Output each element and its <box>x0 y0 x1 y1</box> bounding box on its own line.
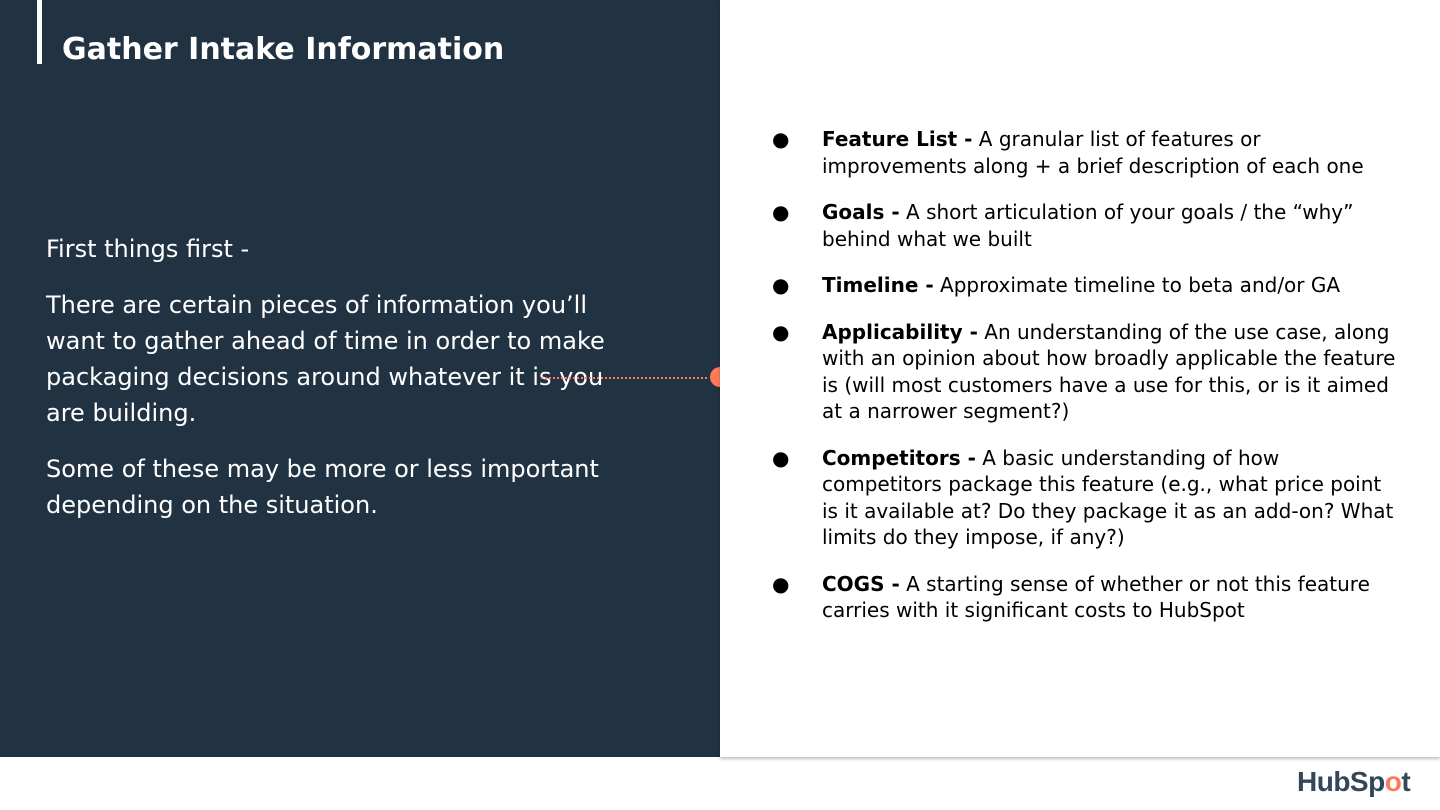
bullet-icon: ● <box>772 571 790 596</box>
logo-text-start: HubSp <box>1297 766 1385 797</box>
list-item <box>772 126 1402 179</box>
hubspot-logo <box>1297 766 1410 798</box>
item-term: Applicability - <box>822 319 978 344</box>
item-term: Goals - <box>822 200 900 224</box>
logo-text-end: t <box>1401 766 1411 797</box>
list-item <box>772 319 1402 425</box>
left-panel <box>0 0 720 757</box>
bullet-icon: ● <box>772 127 790 151</box>
logo-sprocket-icon: o <box>1384 766 1402 797</box>
item-description: Approximate timeline to beta and/or GA <box>940 273 1341 297</box>
bullet-icon: ● <box>772 200 790 224</box>
list-item <box>772 272 1402 299</box>
item-description: A short articulation of your goals / the “why” behind what we built <box>822 200 1354 251</box>
item-description: A starting sense of whether or not this feature carries with it significant costs to HubSpot <box>822 571 1370 622</box>
bullet-icon: ● <box>772 319 790 344</box>
title-accent-bar <box>37 0 42 64</box>
slide-title: Gather Intake Information <box>62 32 505 67</box>
item-term: Timeline - <box>822 273 934 297</box>
item-term: COGS - <box>822 571 900 596</box>
dotted-connector-line <box>541 377 707 379</box>
list-item <box>772 199 1402 252</box>
list-item <box>772 445 1402 551</box>
item-description: A basic understanding of how competitors package this feature (e.g., what price point is it available at? Do they package it as an add-on? What limits do they impose, if any?) <box>822 445 1394 549</box>
intake-items-list <box>772 126 1402 644</box>
item-description: A granular list of features or improvements along + a brief description of each one <box>822 127 1364 178</box>
item-description: An understanding of the use case, along with an opinion about how broadly applicable the feature is (will most customers have a use for this, or is it aimed at a narrower segment?) <box>822 319 1396 423</box>
intro-lead: First things first - <box>46 235 250 263</box>
bullet-icon: ● <box>772 445 790 470</box>
list-item <box>772 571 1402 624</box>
bullet-icon: ● <box>772 273 790 297</box>
intro-body: There are certain pieces of information you’ll want to gather ahead of time in order to make packaging decisions around whatever it is you are building. <box>46 291 605 427</box>
item-term: Competitors - <box>822 445 976 470</box>
item-term: Feature List - <box>822 127 973 151</box>
intro-text <box>46 231 606 543</box>
intro-note: Some of these may be more or less important depending on the situation. <box>46 455 599 519</box>
